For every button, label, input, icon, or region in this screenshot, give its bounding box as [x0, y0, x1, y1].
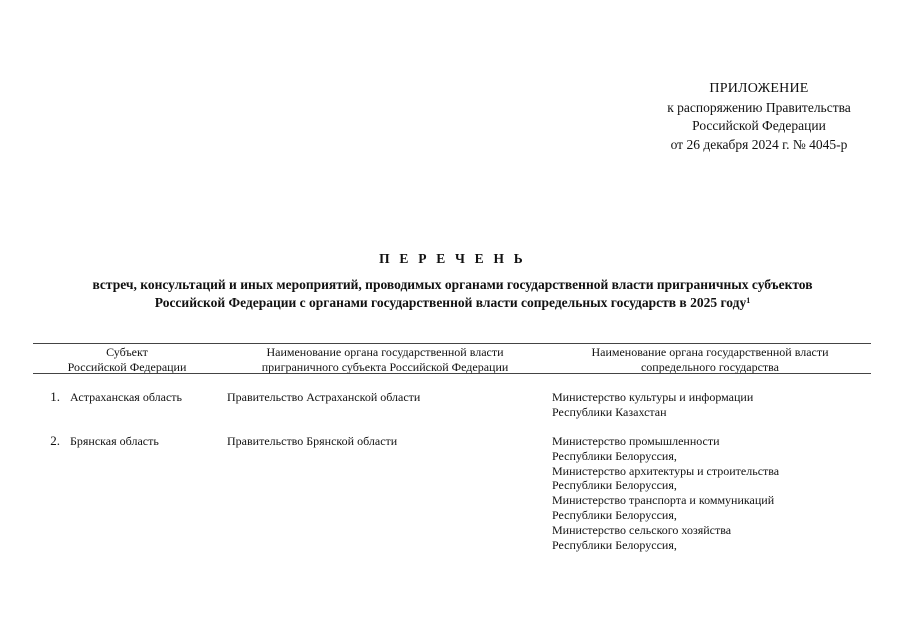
header-organ-ru — [225, 345, 545, 374]
footnote-mark: 1 — [746, 296, 751, 305]
organ-foreign-line: Республики Казахстан — [552, 404, 667, 419]
appendix-block — [600, 80, 905, 154]
document-subtitle — [30, 276, 875, 312]
header-organ-ru-line-2: приграничного субъекта Российской Федерации — [261, 359, 509, 374]
header-organ-foreign — [552, 345, 868, 374]
appendix-line-1: к распоряжению Правительства — [667, 99, 851, 115]
row-organ-ru: Правительство Брянской области — [227, 434, 398, 448]
subtitle-line-1: встреч, консультаций и иных мероприятий, проводимых органами государственной власти приграничных субъектов — [92, 277, 813, 292]
organ-foreign-line: Министерство сельского хозяйства — [552, 522, 732, 537]
header-subject — [40, 345, 214, 374]
row-number: 1. — [50, 389, 60, 404]
header-organ-ru-line-1: Наименование органа государственной власти — [266, 345, 504, 359]
subtitle-line-2 — [30, 294, 875, 312]
organ-foreign-line: Министерство архитектуры и строительства — [552, 463, 780, 478]
appendix-line-2: Российской Федерации — [692, 118, 826, 133]
row-subject: Астраханская область — [70, 390, 182, 404]
organ-foreign-line: Республики Белоруссия, — [552, 478, 677, 493]
table-top-rule — [33, 343, 871, 344]
header-organ-foreign-line-1: Наименование органа государственной власти — [591, 345, 829, 359]
header-subject-line-2: Российской Федерации — [67, 359, 187, 374]
document-heading: П Е Р Е Ч Е Н Ь — [379, 251, 526, 266]
header-subject-line-1: Субъект — [106, 345, 148, 359]
organ-foreign-line: Министерство промышленности — [552, 434, 720, 448]
row-number: 2. — [50, 433, 60, 448]
row-subject: Брянская область — [70, 434, 159, 448]
appendix-title: ПРИЛОЖЕНИЕ — [709, 81, 809, 96]
row-organ-foreign — [552, 434, 872, 552]
subtitle-line-2-text: Российской Федерации с органами государственной власти сопредельных государств в 2025 году — [154, 295, 747, 310]
organ-foreign-line: Республики Белоруссия, — [552, 448, 677, 463]
table-header-rule — [33, 373, 871, 374]
organ-foreign-line: Республики Белоруссия, — [552, 537, 677, 552]
row-organ-ru: Правительство Астраханской области — [227, 390, 421, 404]
organ-foreign-line: Министерство культуры и информации — [552, 390, 754, 404]
appendix-line-3: от 26 декабря 2024 г. № 4045-р — [670, 136, 848, 152]
organ-foreign-line: Республики Белоруссия, — [552, 507, 677, 522]
organ-foreign-line: Министерство транспорта и коммуникаций — [552, 493, 775, 508]
header-organ-foreign-line-2: сопредельного государства — [640, 359, 780, 374]
row-organ-foreign — [552, 390, 872, 420]
